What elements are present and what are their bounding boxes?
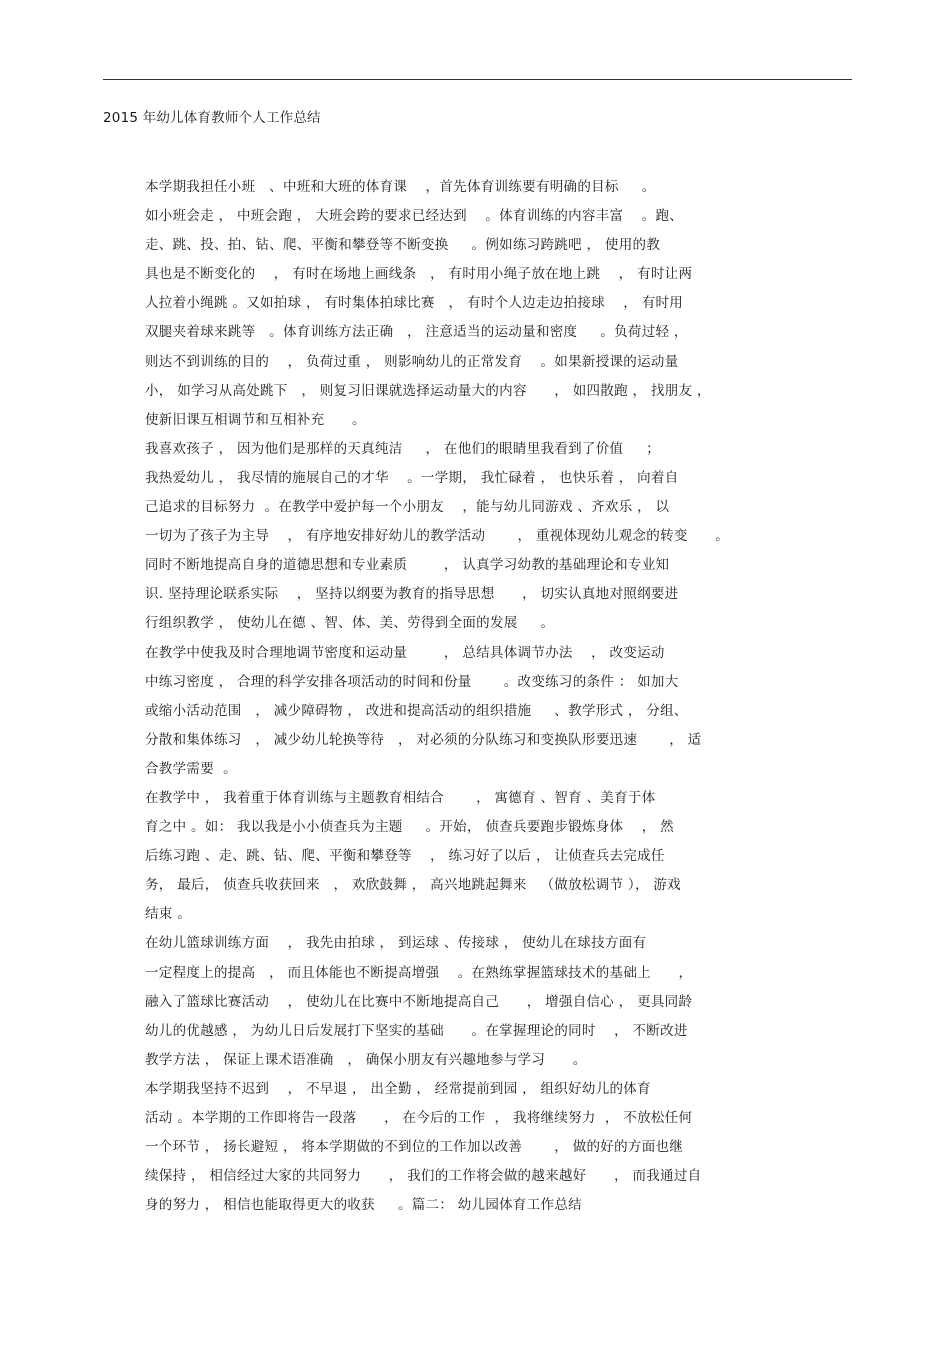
text-line: 本学期我坚持不迟到 ， 不早退 ， 出全勤 ， 经常提前到园 ， 组织好幼儿的体育 — [145, 1080, 651, 1097]
text-line: 己追求的目标努力 。在教学中爱护每一个小朋友 ，能与幼儿同游戏 、齐欢乐 ， 以 — [145, 499, 670, 516]
text-line: 具也是不断变化的 ， 有时在场地上画线条 ， 有时用小绳子放在地上跳 ， 有时让两 — [145, 266, 693, 283]
text-line: 后练习跑 、走、跳、钻、爬、平衡和攀登等 ， 练习好了以后 ， 让侦查兵去完成任 — [145, 848, 665, 865]
header-rule — [103, 79, 852, 80]
text-line: 如小班会走 ， 中班会跑 ， 大班会跨的要求已经达到 。体育训练的内容丰富 。跑、 — [145, 208, 684, 225]
text-line: 我喜欢孩子 ， 因为他们是那样的天真纯洁 ， 在他们的眼睛里我看到了价值 ； — [145, 440, 661, 457]
text-line: 在幼儿篮球训练方面 ， 我先由拍球 ， 到运球 、传接球 ， 使幼儿在球技方面有 — [145, 935, 647, 952]
text-line: 活动 。本学期的工作即将告一段落 ， 在今后的工作 ， 我将继续努力 ， 不放松任何 — [145, 1110, 693, 1126]
text-line: 在教学中 ， 我着重于体育训练与主题教育相结合 ， 寓德育 、智育 、美育于体 — [145, 789, 656, 806]
text-line: 人拉着小绳跳 。又如拍球 ， 有时集体拍球比赛 ， 有时个人边走边拍接球 ， 有时用 — [145, 295, 684, 312]
text-line: 一个环节 ， 扬长避短 ， 将本学期做的不到位的工作加以改善 ， 做的好的方面也继 — [145, 1139, 684, 1156]
text-line: 则达不到训练的目的 ， 负荷过重 ， 则影响幼儿的正常发育 。如果新授课的运动量 — [145, 353, 679, 370]
text-line: 我热爱幼儿 ， 我尽情的施展自己的才华 。一学期， 我忙碌着 ， 也快乐着 ， 向着自 — [145, 469, 679, 486]
text-line: 行组织教学 ， 使幼儿在德 、智、体、美、劳得到全面的发展 。 — [145, 615, 555, 632]
document-body — [145, 177, 745, 1224]
text-line: 身的努力 ， 相信也能取得更大的收获 。篇二： 幼儿园体育工作总结 — [145, 1197, 582, 1214]
text-line: 走、跳、投、拍、钻、爬、平衡和攀登等不断变换 。例如练习跨跳吧 ， 使用的教 — [145, 237, 661, 254]
text-line: 使新旧课互相调节和互相补充 。 — [145, 411, 366, 428]
text-line: 育之中 。如： 我以我是小小侦查兵为主题 。开始， 侦查兵要跑步锻炼身体 ， 然 — [145, 819, 674, 836]
text-line: 结束 。 — [145, 906, 191, 923]
text-line: 双腿夹着球来跳等 。体育训练方法正确 ， 注意适当的运动量和密度 。负荷过轻 ， — [145, 324, 688, 341]
text-line: 同时不断地提高自身的道德思想和专业素质 ， 认真学习幼教的基础理论和专业知 — [145, 557, 670, 574]
text-line: 中练习密度 ， 合理的科学安排各项活动的时间和份量 。改变练习的条件 ： 如加大 — [145, 673, 679, 690]
text-line: 续保持 ， 相信经过大家的共同努力 ， 我们的工作将会做的越来越好 ， 而我通过自 — [145, 1168, 702, 1185]
document-title: 2015 年幼儿体育教师个人工作总结 — [103, 110, 321, 126]
text-line: 融入了篮球比赛活动 ， 使幼儿在比赛中不断地提高自己 ， 增强自信心 ， 更具同龄 — [145, 993, 693, 1010]
text-line: 识. 坚持理论联系实际 ， 坚持以纲要为教育的指导思想 ， 切实认真地对照纲要进 — [145, 586, 679, 603]
text-line: 一定程度上的提高 ， 而且体能也不断提高增强 。在熟练掌握篮球技术的基础上 ， — [145, 964, 693, 981]
text-line: 本学期我担任小班 、中班和大班的体育课 ，首先体育训练要有明确的目标 。 — [145, 179, 656, 195]
text-line: 务， 最后， 侦查兵收获回来 ， 欢欣鼓舞 ， 高兴地跳起舞来 （做放松调节 ）， 游戏 — [145, 877, 681, 894]
text-line: 幼儿的优越感 ， 为幼儿日后发展打下坚实的基础 。在掌握理论的同时 ， 不断改进 — [145, 1022, 688, 1039]
text-line: 分散和集体练习 ， 减少幼儿轮换等待 ， 对必须的分队练习和变换队形要迅速 ， 适 — [145, 731, 702, 748]
text-line: 一切为了孩子为主导 ， 有序地安排好幼儿的教学活动 ， 重视体现幼儿观念的转变 。 — [145, 528, 730, 545]
text-line: 教学方法 ， 保证上课术语准确 ， 确保小朋友有兴趣地参与学习 。 — [145, 1051, 587, 1068]
text-line: 小， 如学习从高处跳下 ， 则复习旧课就选择运动量大的内容 ， 如四散跑 ， 找朋友 ， — [145, 382, 711, 399]
text-line: 合教学需要 。 — [145, 760, 237, 777]
text-line: 在教学中使我及时合理地调节密度和运动量 ， 总结具体调节办法 ， 改变运动 — [145, 644, 665, 661]
text-line: 或缩小活动范围 ， 减少障碍物 ， 改进和提高活动的组织措施 、教学形式 ， 分组、 — [145, 702, 688, 719]
